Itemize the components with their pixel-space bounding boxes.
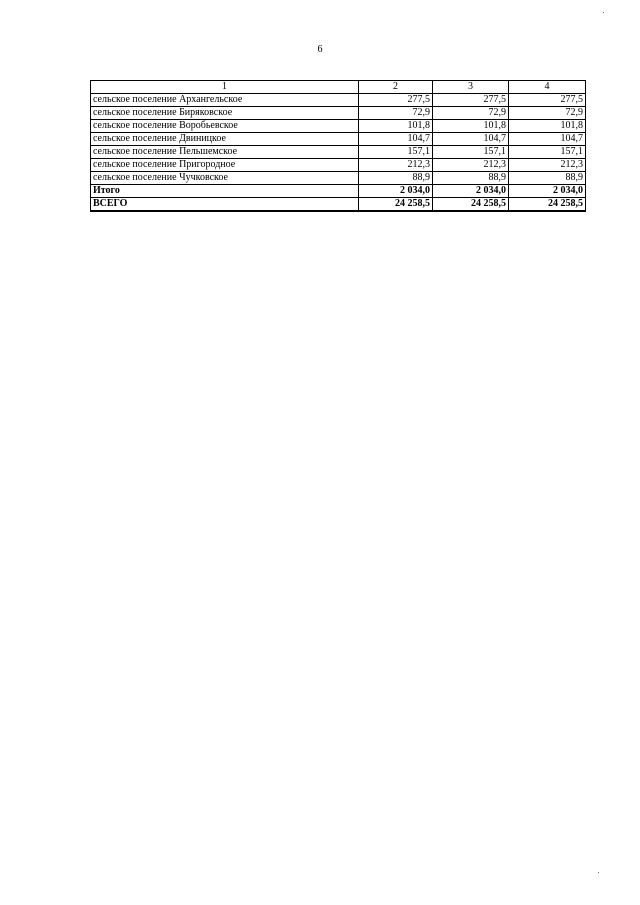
grand-total-row: [91, 198, 586, 212]
grand-total-label: ВСЕГО: [91, 198, 359, 212]
total-value: 2 034,0: [359, 185, 433, 198]
table-row: [91, 146, 586, 159]
settlement-name: сельское поселение Двиницкое: [91, 133, 359, 146]
scan-speck: [598, 872, 599, 873]
table-row: [91, 159, 586, 172]
value-cell: 277,5: [509, 94, 586, 107]
settlement-name: сельское поселение Пельшемское: [91, 146, 359, 159]
value-cell: 72,9: [509, 107, 586, 120]
value-cell: 212,3: [433, 159, 509, 172]
settlement-name: сельское поселение Биряковское: [91, 107, 359, 120]
settlement-name: сельское поселение Пригородное: [91, 159, 359, 172]
grand-total-value: 24 258,5: [509, 198, 586, 212]
settlement-name: сельское поселение Чучковское: [91, 172, 359, 185]
value-cell: 72,9: [359, 107, 433, 120]
value-cell: 157,1: [509, 146, 586, 159]
total-value: 2 034,0: [509, 185, 586, 198]
page-number: 6: [317, 44, 323, 55]
table-row: [91, 120, 586, 133]
table-row: [91, 107, 586, 120]
grand-total-value: 24 258,5: [359, 198, 433, 212]
value-cell: 277,5: [359, 94, 433, 107]
value-cell: 104,7: [509, 133, 586, 146]
value-cell: 101,8: [359, 120, 433, 133]
settlement-name: сельское поселение Архангельское: [91, 94, 359, 107]
value-cell: 104,7: [359, 133, 433, 146]
value-cell: 72,9: [433, 107, 509, 120]
table-header-row: [91, 81, 586, 94]
value-cell: 157,1: [433, 146, 509, 159]
grand-total-value: 24 258,5: [433, 198, 509, 212]
total-value: 2 034,0: [433, 185, 509, 198]
table-row: [91, 172, 586, 185]
value-cell: 101,8: [433, 120, 509, 133]
budget-table: [90, 80, 586, 212]
table-row: [91, 133, 586, 146]
value-cell: 277,5: [433, 94, 509, 107]
scan-speck: [603, 12, 604, 13]
value-cell: 88,9: [433, 172, 509, 185]
column-header: 1: [91, 81, 359, 94]
total-row: [91, 185, 586, 198]
column-header: 2: [359, 81, 433, 94]
total-label: Итого: [91, 185, 359, 198]
column-header: 3: [433, 81, 509, 94]
value-cell: 101,8: [509, 120, 586, 133]
value-cell: 212,3: [359, 159, 433, 172]
value-cell: 88,9: [509, 172, 586, 185]
value-cell: 88,9: [359, 172, 433, 185]
table-row: [91, 94, 586, 107]
value-cell: 104,7: [433, 133, 509, 146]
value-cell: 212,3: [509, 159, 586, 172]
settlement-name: сельское поселение Воробьевское: [91, 120, 359, 133]
value-cell: 157,1: [359, 146, 433, 159]
column-header: 4: [509, 81, 586, 94]
